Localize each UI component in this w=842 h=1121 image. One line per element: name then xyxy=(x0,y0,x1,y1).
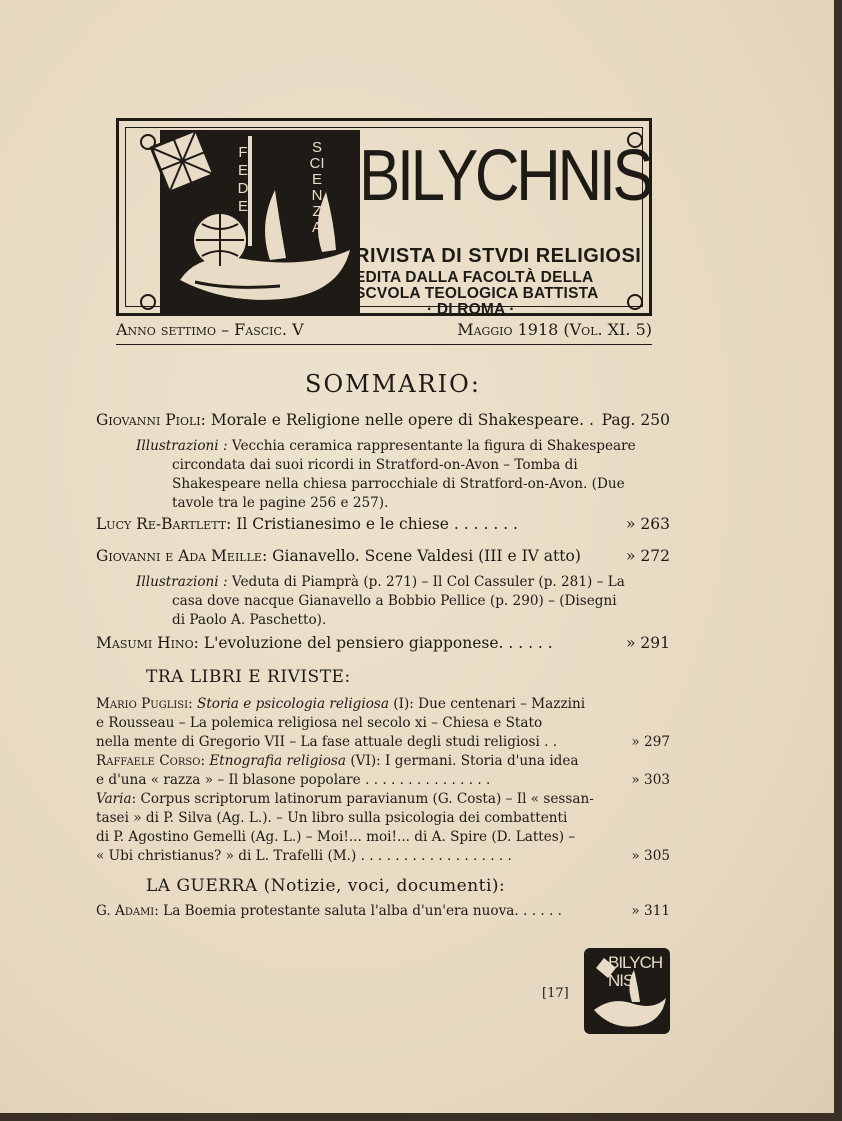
entry-author: Giovanni e Ada Meille xyxy=(96,547,262,565)
entry-line: (VI): I germani. Storia d'una idea xyxy=(346,753,579,769)
masthead xyxy=(116,118,652,316)
issue-volume-fascicle: Anno settimo – Fascic. V xyxy=(116,320,304,339)
issue-info-line xyxy=(116,318,652,345)
illustration-line: circondata dai suoi ricordi in Stratford-on-Avon – Tomba di xyxy=(172,457,578,473)
summary-heading: SOMMARIO: xyxy=(305,370,481,398)
masthead-inner-frame xyxy=(125,127,651,318)
entry-page: » 272 xyxy=(626,547,670,565)
publisher-line: · DI ROMA · xyxy=(427,301,515,318)
books-entry: Raffaele Corso: Etnografia religiosa (VI): I germani. Storia d'una idea e d'una « razza » – Il blasone popolare . . . . . . . . . . . . . . . » 303 xyxy=(96,753,670,788)
toc-entry xyxy=(96,634,676,656)
journal-title: BILYCHNIS xyxy=(359,136,651,216)
illustration-line: Vecchia ceramica rappresentante la figura di Shakespeare xyxy=(231,438,636,454)
entry-title: : La Boemia protestante saluta l'alba d'un'era nuova. xyxy=(154,903,519,919)
entry-leader-dots: . . . . . xyxy=(508,634,553,652)
illustration-line: tavole tra le pagine 256 e 257). xyxy=(172,495,389,511)
books-entry xyxy=(96,790,676,866)
entry-title: : Morale e Religione nelle opere di Shakespeare. xyxy=(200,411,585,429)
illustrations-lead: Illustrazioni : xyxy=(136,574,228,590)
entry-page: » 303 xyxy=(631,772,670,788)
entry-page: » 291 xyxy=(626,634,670,652)
issue-date: Maggio 1918 (Vol. XI. 5) xyxy=(457,320,652,339)
entry-leader-dots: . xyxy=(584,411,594,429)
entry-page: » 263 xyxy=(626,515,670,533)
page-folio: [17] xyxy=(542,986,569,1001)
entry-title: : L'evoluzione del pensiero giapponese. xyxy=(193,634,504,652)
entry-illustrations xyxy=(136,437,636,513)
entry-line: e Rousseau – La polemica religiosa nel secolo xi – Chiesa e Stato xyxy=(96,715,543,731)
section-heading-war: LA GUERRA (Notizie, voci, documenti): xyxy=(146,876,506,896)
entry-author: Raffaele Corso xyxy=(96,753,201,769)
entry-page: » 311 xyxy=(631,903,670,919)
entry-line: tasei » di P. Silva (Ag. L.). – Un libro sulla psicologia dei combattenti xyxy=(96,810,568,826)
books-entry: Mario Puglisi: Storia e psicologia religiosa (I): Due centenari – Mazzini e Rousseau – La polemica religiosa nel secolo xi – Chiesa e Stato nella mente di Gregorio VII – La fase attuale degli studi religiosi . . » 297 xyxy=(96,695,676,752)
entry-line: : Corpus scriptorum latinorum paravianum (G. Costa) – Il « sessan- xyxy=(131,791,594,807)
publisher-line: EDITA DALLA FACOLTÀ DELLA xyxy=(355,269,594,286)
illustration-line: di Paolo A. Paschetto). xyxy=(172,612,327,628)
toc-entry xyxy=(96,547,676,569)
entry-title-italic: Storia e psicologia religiosa xyxy=(197,696,389,712)
illustration-line: casa dove nacque Gianavello a Bobbio Pellice (p. 290) – (Disegni xyxy=(172,593,617,609)
entry-leader-dots: . . . . . . . . . . . . . . . xyxy=(365,772,491,788)
section-heading-books: TRA LIBRI E RIVISTE: xyxy=(146,667,351,687)
entry-author: Mario Puglisi xyxy=(96,696,189,712)
entry-line: (I): Due centenari – Mazzini xyxy=(388,696,586,712)
entry-author: G. Adami xyxy=(96,903,155,919)
publisher-line: SCVOLA TEOLOGICA BATTISTA xyxy=(355,285,599,302)
publisher-lines xyxy=(355,270,655,318)
entry-line: e d'una « razza » – Il blasone popolare xyxy=(96,772,361,788)
illustrations-lead: Illustrazioni : xyxy=(136,438,228,454)
entry-page: » 297 xyxy=(631,734,670,750)
entry-author: Giovanni Pioli xyxy=(96,411,201,429)
entry-line: nella mente di Gregorio VII – La fase attuale degli studi religiosi . . xyxy=(96,734,558,750)
entry-author: Masumi Hino xyxy=(96,634,194,652)
entry-title: : Gianavello. Scene Valdesi (III e IV atto) xyxy=(261,547,581,565)
colophon-emblem xyxy=(582,944,674,1038)
right-scroll-ornament xyxy=(626,128,644,314)
journal-subtitle: RIVISTA DI STVDI RELIGIOSI xyxy=(355,245,642,267)
entry-line: di P. Agostino Gemelli (Ag. L.) – Moi!... moi!... di A. Spire (D. Lattes) – xyxy=(96,829,576,845)
colophon-title: BILYCHNIS xyxy=(608,953,663,990)
entry-leader-dots: . . . . . xyxy=(523,903,562,919)
entry-leader-dots: . . . . . . . . . . . . . . . . . . xyxy=(360,848,512,864)
entry-author: Varia xyxy=(96,791,132,807)
entry-title: : Il Cristianesimo e le chiese xyxy=(226,515,449,533)
entry-line: « Ubi christianus? » di L. Trafelli (M.) xyxy=(96,848,357,864)
art-word-fede: FEDE xyxy=(237,144,249,215)
entry-page: Pag. 250 xyxy=(601,411,670,429)
toc-entry xyxy=(96,411,676,433)
entry-leader-dots: . . . . . . . xyxy=(453,515,518,533)
illustration-line: Veduta di Piamprà (p. 271) – Il Col Cassuler (p. 281) – La xyxy=(231,574,625,590)
war-entry xyxy=(96,902,676,921)
entry-page: » 305 xyxy=(631,848,670,864)
masthead-woodcut-illustration xyxy=(140,130,368,316)
art-word-scienza: SCIENZA xyxy=(309,139,325,236)
toc-entry xyxy=(96,515,676,537)
illustration-line: Shakespeare nella chiesa parrocchiale di Stratford-on-Avon. (Due xyxy=(172,476,625,492)
entry-title-italic: Etnografia religiosa xyxy=(209,753,347,769)
entry-author: Lucy Re-Bartlett xyxy=(96,515,227,533)
entry-illustrations xyxy=(136,573,625,630)
